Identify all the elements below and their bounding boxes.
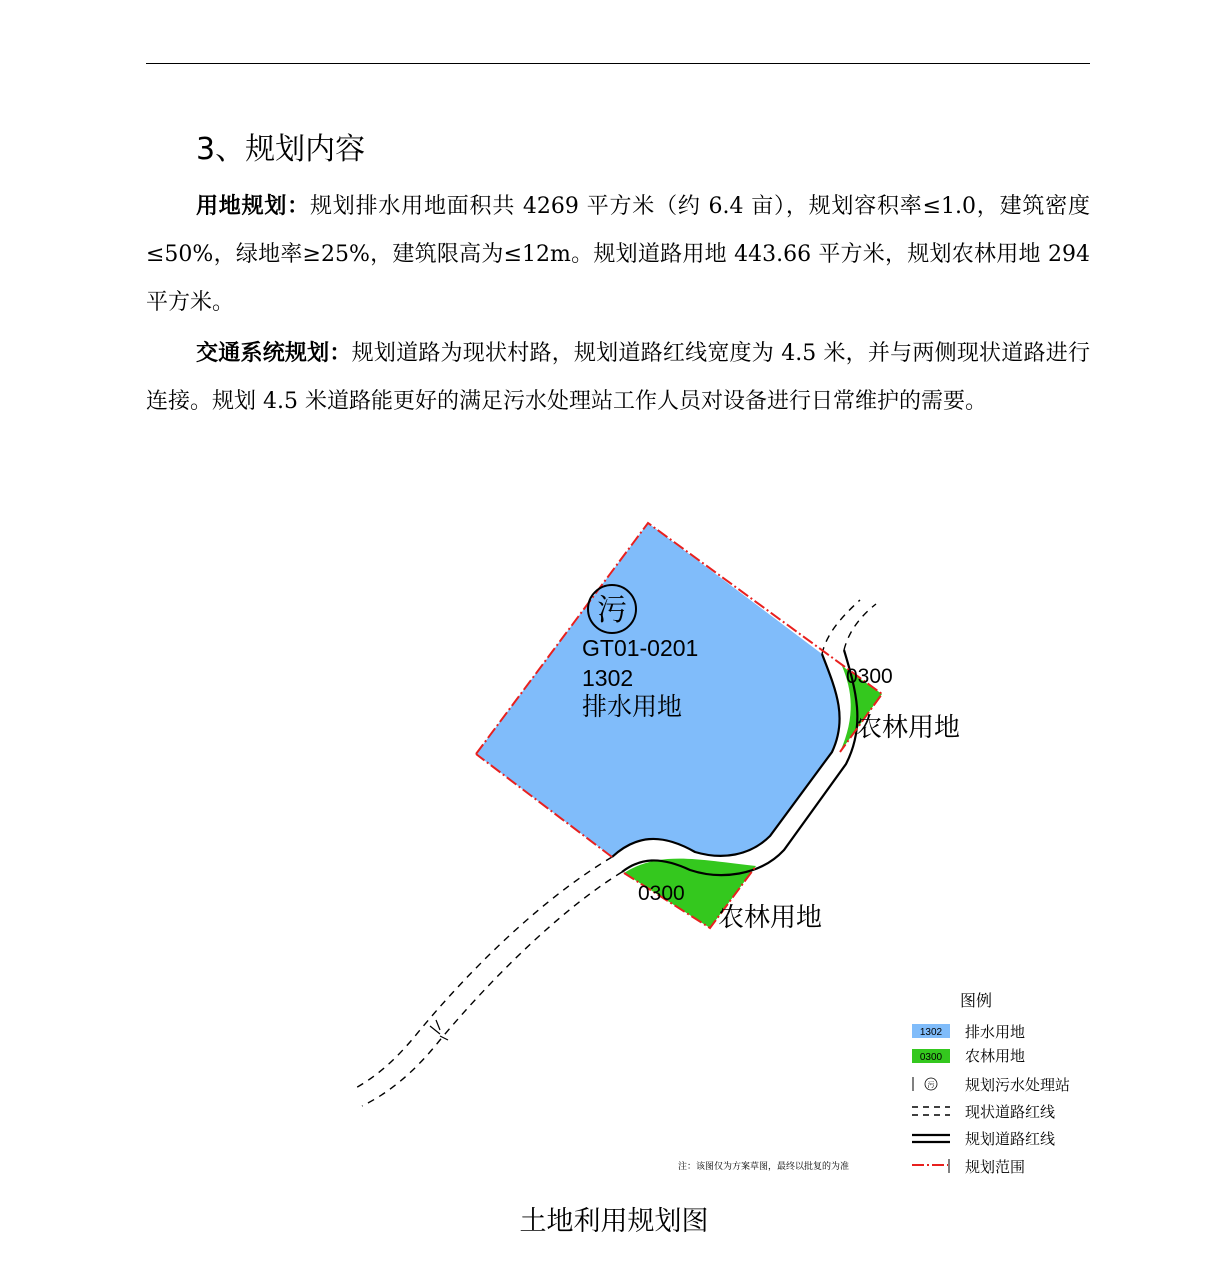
agri-name-right: 农林用地 — [856, 713, 961, 743]
parcel-landuse-code: 1302 — [582, 665, 634, 691]
legend — [912, 991, 1070, 1176]
station-symbol: 污 — [597, 593, 627, 628]
traffic-text: 规划道路为现状村路，规划道路红线宽度为 4.5 米，并与两侧现状道路进行连接。规划 4.5 米道路能更好的满足污水处理站工作人员对设备进行日常维护的需要。 — [146, 341, 1090, 414]
legend-label-existing-road: 现状道路红线 — [965, 1103, 1056, 1121]
road-mark — [430, 1020, 448, 1040]
land-use-lead: 用地规划： — [196, 194, 310, 219]
existing-road-line-2 — [362, 872, 622, 1106]
legend-title: 图例 — [960, 991, 993, 1010]
legend-swatch-agri-code: 0300 — [919, 1052, 943, 1063]
agri-code-bottom: 0300 — [638, 882, 685, 905]
legend-label-agri: 农林用地 — [965, 1047, 1026, 1065]
agri-code-right: 0300 — [846, 665, 893, 688]
existing-road-line-4 — [844, 604, 876, 650]
existing-road-line-1 — [352, 857, 612, 1090]
parcel-landuse-name: 排水用地 — [582, 692, 683, 721]
figure-caption: 土地利用规划图 — [519, 1206, 709, 1237]
legend-label-boundary: 规划范围 — [965, 1158, 1026, 1176]
legend-station-glyph: 污 — [927, 1081, 935, 1089]
agri-name-bottom: 农林用地 — [718, 903, 823, 933]
map-note: 注：该图仅为方案草图，最终以批复的为准 — [678, 1162, 850, 1172]
legend-label-station: 规划污水处理站 — [965, 1076, 1071, 1094]
land-use-text: 规划排水用地面积共 4269 平方米（约 6.4 亩），规划容积率≤1.0，建筑密度≤50%，绿地率≥25%，建筑限高为≤12m。规划道路用地 443.66 平方米，规划农林用地 294 平方米。 — [146, 194, 1090, 315]
legend-label-planned-road: 规划道路红线 — [965, 1130, 1056, 1148]
traffic-lead: 交通系统规划： — [196, 341, 352, 366]
drainage-parcel — [476, 523, 840, 857]
legend-label-drainage: 排水用地 — [965, 1023, 1026, 1041]
parcel-code: GT01-0201 — [582, 635, 699, 661]
legend-swatch-drainage-code: 1302 — [919, 1027, 943, 1038]
existing-road-line-3 — [822, 600, 860, 654]
section-heading: 3、规划内容 — [196, 132, 366, 167]
